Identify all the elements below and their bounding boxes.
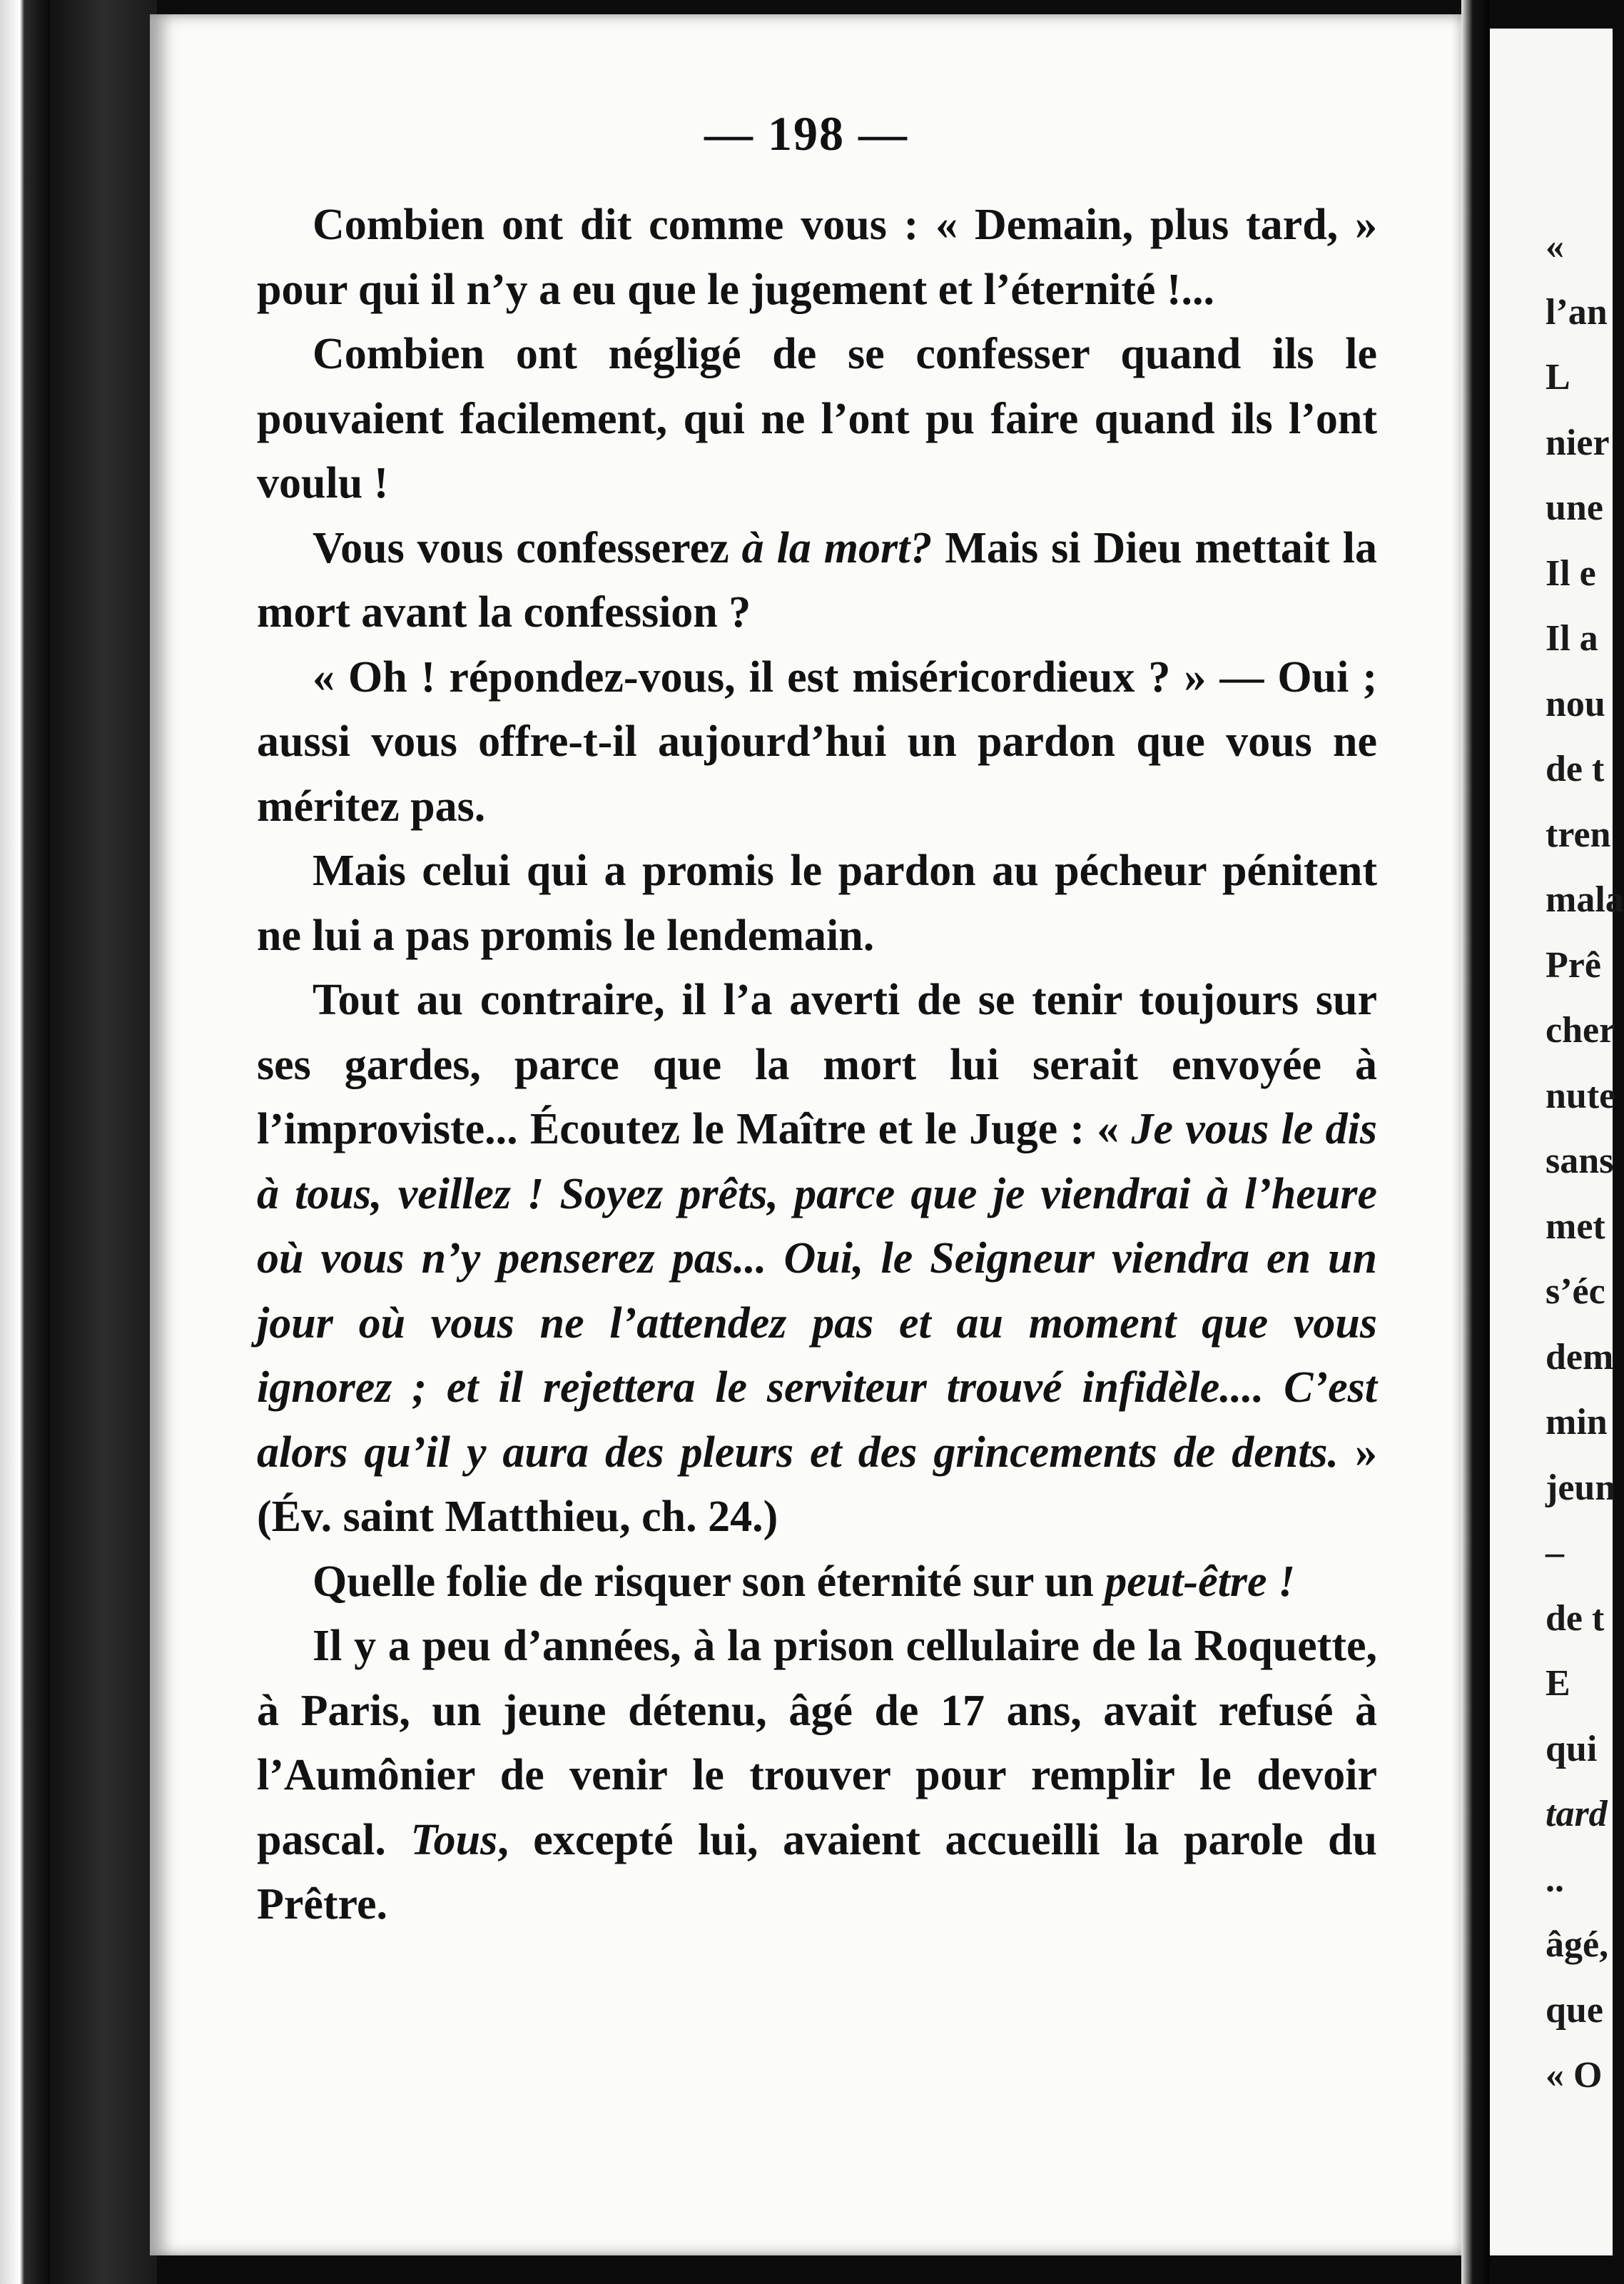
page-edge-right (1461, 0, 1490, 2284)
paragraph-5: Mais celui qui a promis le pardon au pécheur pénitent ne lui a pas promis le lendemain. (257, 847, 1377, 960)
paragraph-6: Tout au contraire, il l’a averti de se tenir toujours sur ses gardes, parce que la mort lui serait envoyée à l’improviste... Écoutez le Maître et le Juge : « Je vous le dis à tous, veillez ! Soyez prêts, parce que je viendrai à l’heure où vous n’y penserez pas... Oui, le Seigneur viendra en un jour où vous ne l’attendez pas et au moment que vous ignorez ; et il rejettera le serviteur trouvé infidèle.... C’est alors qu’il y aura des pleurs et des grincements de dents. » (Év. saint Matthieu, ch. 24.) (257, 976, 1378, 1541)
facing-page-line: nier (1546, 422, 1610, 463)
facing-page-line: Il e (1546, 552, 1596, 594)
facing-page-line: – (1546, 1532, 1564, 1573)
book-page (150, 14, 1463, 2255)
italic-word: Tous (410, 1815, 498, 1864)
facing-page-line: dem (1546, 1336, 1614, 1378)
facing-page-line: que (1546, 1989, 1603, 2031)
italic-phrase: à la mort? (741, 523, 933, 572)
page-gutter (50, 0, 157, 2284)
facing-page-line: L (1546, 357, 1570, 398)
facing-page-line: mala (1546, 879, 1624, 920)
binding-shadow-left (0, 0, 50, 2284)
facing-page-line: de t (1546, 749, 1605, 789)
facing-page-line: âgé, (1546, 1924, 1609, 1965)
facing-page-line: nute (1546, 1075, 1616, 1116)
facing-page-line: Il a (1546, 618, 1598, 659)
facing-page-line: nou (1546, 683, 1605, 724)
facing-page-fragment (1490, 29, 1624, 2255)
facing-page-line: une (1546, 487, 1603, 528)
facing-page-line: sans (1546, 1141, 1614, 1181)
facing-page-line: Prê (1546, 944, 1601, 986)
paragraph-1: Combien ont dit comme vous : « Demain, plus tard, » pour qui il n’y a eu que le jugement et l’éternité !... (257, 201, 1377, 314)
facing-page-line: cher (1546, 1010, 1616, 1051)
paragraph-7: Quelle folie de risquer son éternité sur un peut-être ! (313, 1557, 1296, 1606)
facing-page-line: tard (1546, 1794, 1608, 1834)
facing-page-line: .. (1546, 1859, 1564, 1900)
paragraph-8: Il y a peu d’années, à la prison cellulaire de la Roquette, à Paris, un jeune détenu, âgé de 17 ans, avait refusé à l’Aumônier de venir le trouver pour remplir le devoir pascal. Tous, excepté lui, avaient accueilli la parole du Prêtre. (257, 1622, 1377, 1929)
facing-page-line: jeun (1546, 1467, 1616, 1508)
facing-page-line: « O (1546, 2055, 1603, 2096)
facing-page-line: min (1546, 1402, 1608, 1442)
facing-page-line: de t (1546, 1597, 1605, 1639)
page-body (257, 193, 1377, 1937)
facing-page-line: « (1546, 226, 1564, 267)
facing-page-line: qui (1546, 1728, 1598, 1769)
italic-phrase: peut-être ! (1105, 1557, 1296, 1606)
facing-page-line: tren (1546, 814, 1611, 855)
facing-page-line: E (1546, 1663, 1570, 1704)
paragraph-4: « Oh ! répondez-vous, il est miséricordieux ? » — Oui ; aussi vous offre-t-il aujourd’hui un pardon que vous ne méritez pas. (257, 652, 1377, 831)
facing-page-line: met (1546, 1206, 1605, 1247)
paragraph-3: Vous vous confesserez à la mort? Mais si Dieu mettait la mort avant la confession ? (257, 523, 1377, 637)
page-number: — 198 — (704, 106, 908, 161)
facing-page-line: s’éc (1546, 1271, 1605, 1312)
gospel-quote: Je vous le dis à tous, veillez ! Soyez prêts, parce que je viendrai à l’heure où vous n’y penserez pas... Oui, le Seigneur viendra en un jour où vous ne l’attendez pas et au moment que vous ignorez ; et il rejettera le serviteur trouvé infidèle.... C’est alors qu’il y aura des pleurs et des grincements de dents. (257, 1105, 1377, 1477)
paragraph-2: Combien ont négligé de se confesser quand ils le pouvaient facilement, qui ne l’ont pu faire quand ils l’ont voulu ! (257, 330, 1377, 507)
facing-page-line: l’an (1546, 291, 1608, 333)
